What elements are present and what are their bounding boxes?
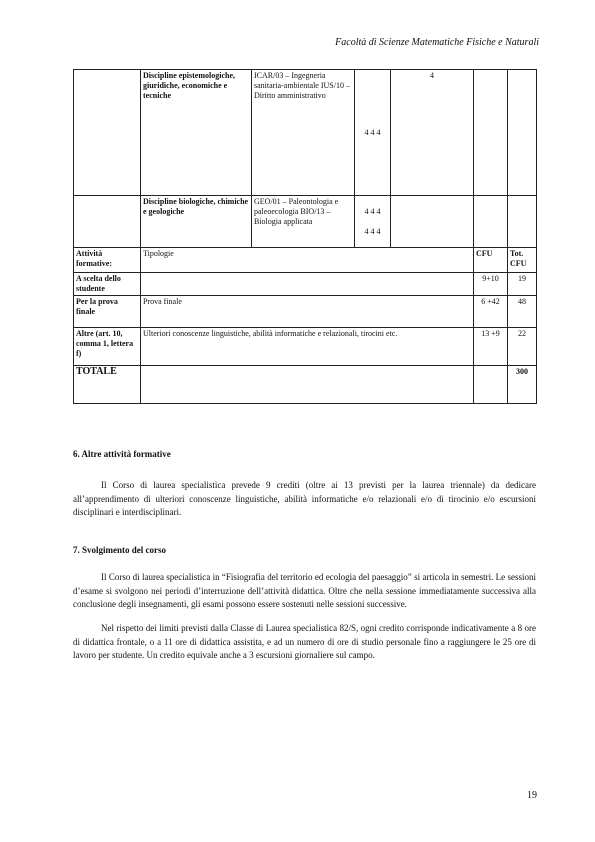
table-row <box>74 196 537 248</box>
table-header-cell: Attività formative: <box>74 248 141 273</box>
table-cell: 48 <box>508 296 537 328</box>
table-header-cell: Tot. CFU <box>508 248 537 273</box>
table-cell: Discipline biologiche, chimiche e geologiche <box>141 196 252 248</box>
table-cell: 19 <box>508 273 537 296</box>
table-row <box>74 366 537 404</box>
table-cell: 4 <box>391 70 474 196</box>
table-cell: ICAR/03 – Ingegneria sanitaria-ambientale IUS/10 – Diritto amministrativo <box>252 70 355 196</box>
section-7-paragraph-2: Nel rispetto dei limiti previsti dalla Classe di Laurea specialistica 82/S, ogni credito corrisponde indicativamente a 8 ore di didattica frontale, o a 11 ore di didattica assistita, e ad un numero di ore di studio personale fino a raggiungere le 25 ore di lavoro per studente. Un credito equivale anche a 3 escursioni giornaliere sul campo. <box>73 623 536 660</box>
total-label: TOTALE <box>74 366 141 404</box>
table-cell: 6 +42 <box>474 296 508 328</box>
running-header: Facoltà di Scienze Matematiche Fisiche e Naturali <box>335 37 539 48</box>
table-row <box>74 273 537 296</box>
table-cell: Per la prova finale <box>74 296 141 328</box>
table-cell: Discipline epistemologiche, giuridiche, economiche e tecniche <box>141 70 252 196</box>
table-cell: 4 4 4 4 4 4 <box>355 196 391 248</box>
page-number: 19 <box>527 790 537 801</box>
total-value: 300 <box>508 366 537 404</box>
section-6-title: 6. Altre attività formative <box>73 449 171 459</box>
table-row <box>74 328 537 366</box>
table-row <box>74 248 537 273</box>
table-header-cell: Tipologie <box>141 248 474 273</box>
table-cell: Altre (art. 10, comma 1, lettera f) <box>74 328 141 366</box>
table-cell: A scelta dello studente <box>74 273 141 296</box>
table-cell: GEO/01 – Paleontologia e paleoecologia BIO/13 – Biologia applicata <box>252 196 355 248</box>
section-7-paragraph-1: Il Corso di laurea specialistica in “Fisiografia del territorio ed ecologia del paesaggio” si articola in semestri. Le sessioni d’esame si svolgono nei periodi d’interruzione dell’attività didattica. Oltre che nella sessione immediatamente successiva alla conclusione degli insegnamenti, gli esami possono essere sostenuti nelle sessioni successive. <box>73 572 536 609</box>
table-row <box>74 296 537 328</box>
section-6-text: Il Corso di laurea specialistica prevede 9 crediti (oltre ai 13 previsti per la laurea triennale) da dedicare all’apprendimento di ulteriori conoscenze linguistiche, abilità informatiche e/o relazionali e/o di tirocinio e/o escursioni disciplinari e interdisciplinari. <box>73 480 536 517</box>
table-cell: 9+10 <box>474 273 508 296</box>
table-row <box>74 70 537 196</box>
curriculum-table <box>73 69 537 404</box>
table-cell: 4 4 4 <box>355 70 391 196</box>
section-7-title: 7. Svolgimento del corso <box>73 545 166 555</box>
table-cell: 13 +9 <box>474 328 508 366</box>
table-cell: Prova finale <box>141 296 474 328</box>
table-cell: Ulteriori conoscenze linguistiche, abilità informatiche e relazionali, tirocini etc. <box>141 328 474 366</box>
table-cell <box>141 273 474 296</box>
table-header-cell: CFU <box>474 248 508 273</box>
table-cell: 22 <box>508 328 537 366</box>
